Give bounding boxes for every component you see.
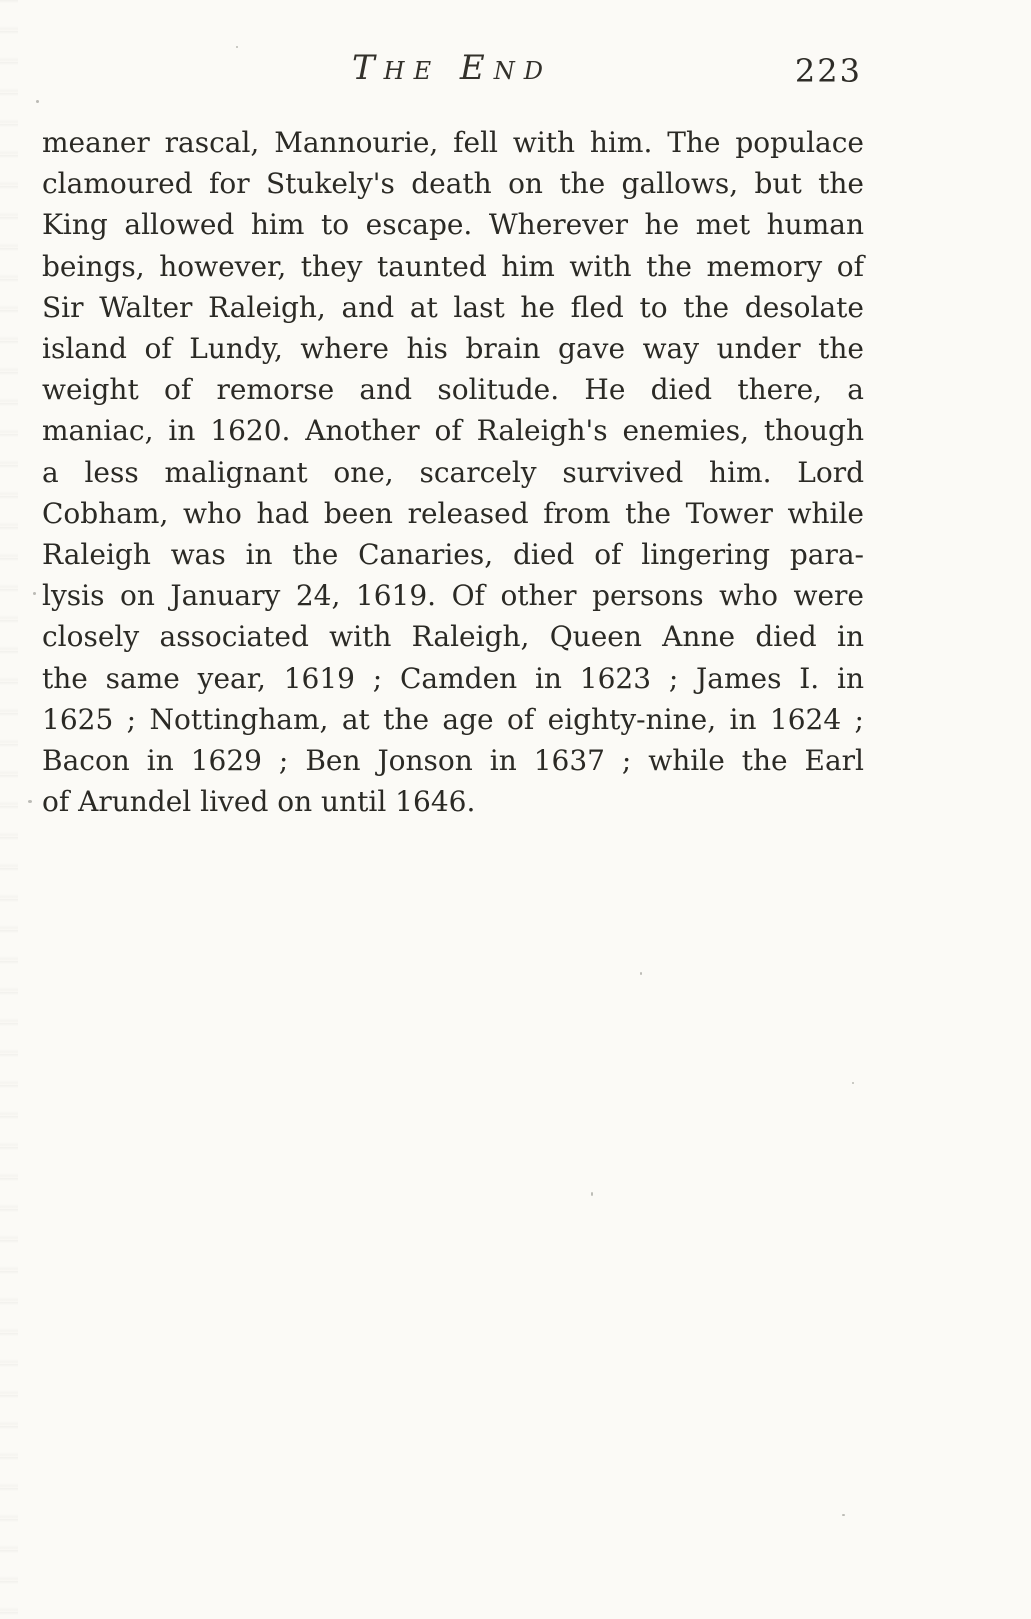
text-line: island of Lundy, where his brain gave way under the [42,332,864,366]
text-line: lysis on January 24, 1619. Of other persons who were [42,579,864,613]
text-line: Raleigh was in the Canaries, died of lingering para- [42,538,864,572]
text-line: 1625 ; Nottingham, at the age of eighty-nine, in 1624 ; [42,702,864,736]
scan-speckle [852,1082,854,1084]
text-line: King allowed him to escape. Wherever he met human [42,208,864,242]
page-header [42,48,862,96]
running-header-title: The End [352,48,552,88]
text-line: weight of remorse and solitude. He died there, a [42,373,864,407]
scan-speckle [33,592,36,595]
text-line: Bacon in 1629 ; Ben Jonson in 1637 ; while the Earl [42,744,864,778]
scan-speckle [591,1192,593,1196]
text-line: closely associated with Raleigh, Queen Anne died in [42,620,864,654]
scan-speckle [640,972,642,975]
text-line: a less malignant one, scarcely survived him. Lord [42,455,864,489]
scan-edge-noise [0,0,18,1619]
text-line: meaner rascal, Mannourie, fell with him. The populace [42,126,864,159]
text-line: maniac, in 1620. Another of Raleigh's enemies, though [42,414,864,448]
text-line: clamoured for Stukely's death on the gallows, but the [42,167,864,201]
body-text [42,122,864,822]
text-line: Sir Walter Raleigh, and at last he fled to the desolate [42,290,864,324]
text-line: beings, however, they taunted him with the memory of [42,249,864,283]
scan-speckle [842,1514,845,1516]
scan-speckle [36,100,39,103]
text-line: the same year, 1619 ; Camden in 1623 ; James I. in [42,661,864,695]
scan-speckle [28,800,32,803]
page-number: 223 [794,52,862,90]
text-line: Cobham, who had been released from the Tower while [42,496,864,530]
text-line: of Arundel lived on until 1646. [42,785,476,819]
